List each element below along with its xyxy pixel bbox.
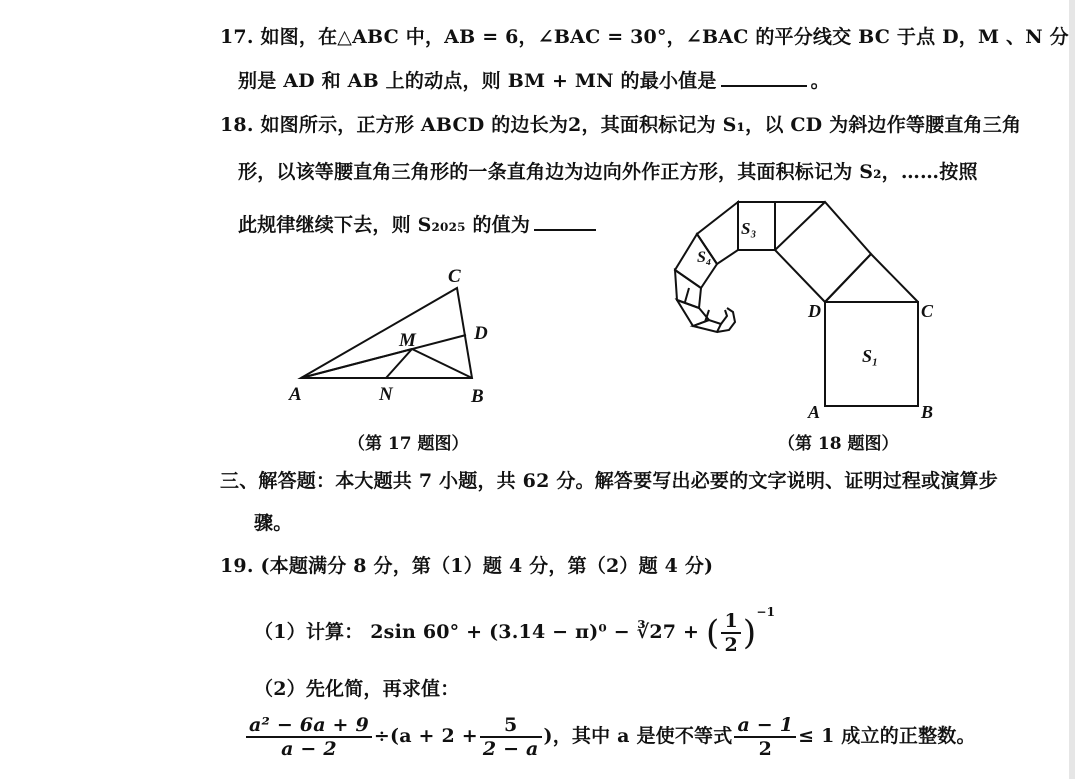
label-s4: S₄ bbox=[697, 249, 712, 266]
page-edge bbox=[1069, 0, 1075, 779]
q19-p2-after: )，其中 a 是使不等式 bbox=[543, 725, 733, 747]
figure-17-triangle bbox=[285, 262, 505, 412]
square-s2 bbox=[775, 202, 871, 302]
paren-open-icon: ( bbox=[705, 613, 720, 653]
q19-p1-fraction bbox=[721, 610, 740, 656]
label-d: D bbox=[474, 323, 488, 344]
q17-line-2-end: 。 bbox=[810, 70, 830, 92]
label-c18: C bbox=[921, 301, 934, 321]
segment-am bbox=[301, 349, 412, 378]
q19-p2-f2-num: 5 bbox=[480, 714, 542, 738]
label-n: N bbox=[379, 384, 393, 405]
label-a: A bbox=[289, 384, 302, 405]
q19-p2-f1-den: a − 2 bbox=[281, 738, 337, 760]
q18-line-3-text: 此规律继续下去，则 S₂₀₂₅ 的值为 bbox=[238, 214, 531, 236]
section-3-line-1: 三、解答题：本大题共 7 小题，共 62 分。解答要写出必要的文字说明、证明过程或演算步 bbox=[220, 470, 998, 492]
q19-p2-f3-den: 2 bbox=[758, 738, 772, 760]
q19-p2-fraction-1 bbox=[246, 714, 372, 760]
q19-p2-fraction-2 bbox=[480, 714, 542, 760]
q19-p1-label: （1）计算： bbox=[254, 621, 364, 643]
label-a18: A bbox=[808, 402, 821, 422]
q19-p1-frac-num: 1 bbox=[721, 610, 740, 634]
square-s8 bbox=[693, 320, 721, 332]
q19-header: 19. (本题满分 8 分，第（1）题 4 分，第（2）题 4 分) bbox=[220, 555, 714, 577]
q19-p2-end: ≤ 1 成立的正整数。 bbox=[798, 725, 976, 747]
q19-p1-exponent: −1 bbox=[756, 605, 776, 619]
q17-line-1: 17. 如图，在△ABC 中，AB = 6，∠BAC = 30°，∠BAC 的平分线交 BC 于点 D，M 、N 分 bbox=[220, 26, 1069, 48]
q17-line-2-text: 别是 AD 和 AB 上的动点，则 BM + MN 的最小值是 bbox=[238, 70, 717, 92]
segment-mb bbox=[412, 349, 472, 378]
q17-line-2 bbox=[238, 66, 830, 93]
label-s1: S₁ bbox=[862, 346, 879, 366]
q19-part-2-expr bbox=[244, 714, 976, 760]
label-d18: D bbox=[808, 301, 821, 321]
paren-close-icon: ) bbox=[742, 613, 757, 653]
figure-18-squares bbox=[665, 192, 955, 422]
q19-part-1 bbox=[254, 605, 775, 656]
q19-p2-f3-num: a − 1 bbox=[734, 714, 796, 738]
q19-p2-f2-den: 2 − a bbox=[482, 738, 539, 760]
q19-part-2-label: （2）先化简，再求值： bbox=[254, 678, 460, 700]
q19-p2-mid: ÷(a + 2 + bbox=[373, 725, 478, 747]
q19-p1-expr: 2sin 60° + (3.14 − π)⁰ − ∛27 + bbox=[370, 621, 700, 643]
figure-17-caption: （第 17 题图） bbox=[348, 434, 469, 454]
q19-p2-f1-num: a² − 6a + 9 bbox=[246, 714, 372, 738]
label-b: B bbox=[471, 386, 484, 407]
label-c: C bbox=[448, 266, 461, 287]
label-m: M bbox=[399, 330, 416, 351]
q17-answer-blank[interactable] bbox=[721, 71, 807, 87]
q19-p2-fraction-3 bbox=[734, 714, 796, 760]
q18-line-3 bbox=[238, 210, 600, 237]
label-s3: S₃ bbox=[741, 219, 757, 238]
label-b18: B bbox=[921, 402, 934, 422]
q18-line-2: 形，以该等腰直角三角形的一条直角边为边向外作正方形，其面积标记为 S₂，……按照 bbox=[238, 161, 978, 183]
figure-18-caption: （第 18 题图） bbox=[778, 434, 899, 454]
q18-line-1: 18. 如图所示，正方形 ABCD 的边长为2，其面积标记为 S₁，以 CD 为斜边作等腰直角三角 bbox=[220, 114, 1022, 136]
triangle-1 bbox=[825, 254, 918, 302]
q19-p1-frac-den: 2 bbox=[724, 634, 738, 656]
section-3-line-2: 骤。 bbox=[254, 512, 293, 534]
q18-answer-blank[interactable] bbox=[534, 215, 596, 231]
